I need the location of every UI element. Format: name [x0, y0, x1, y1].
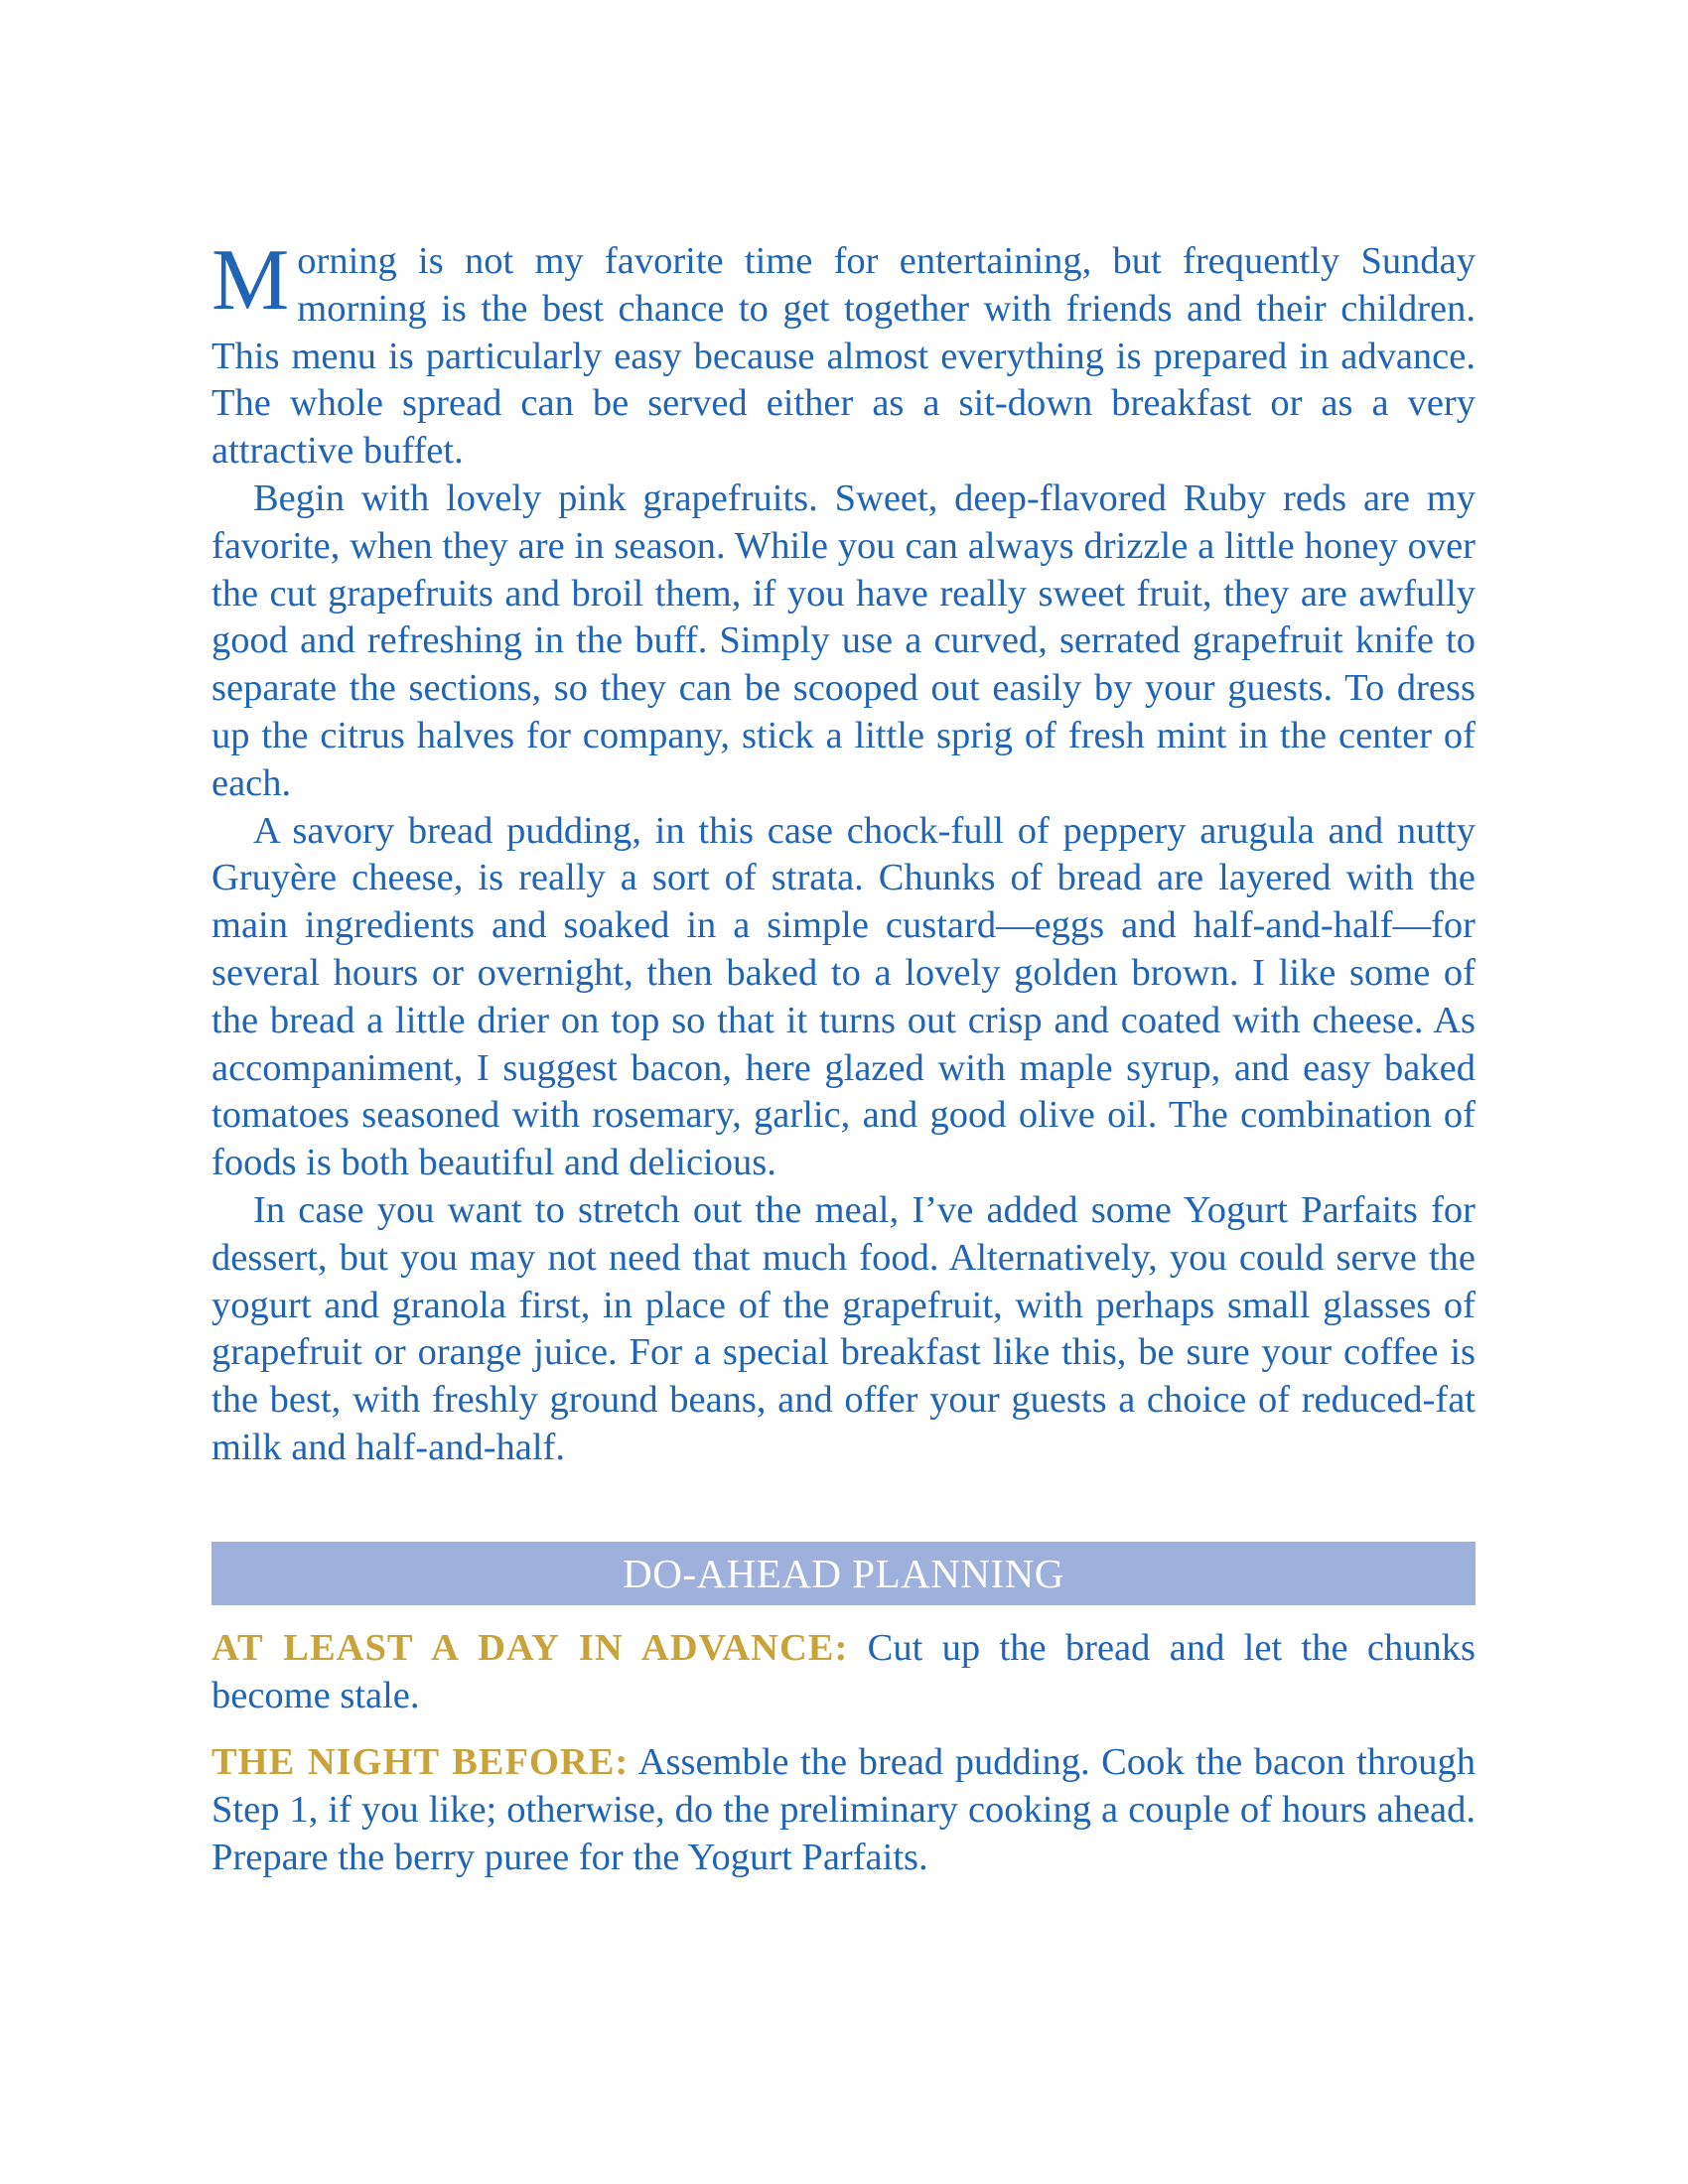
- intro-paragraph-3: A savory bread pudding, in this case chock-full of peppery arugula and nutty Gruyère cheese, is really a sort of strata. Chunks of bread are layered with the main ingredients and soaked in a simple custard—eggs and half-and-half—for several hours or overnight, then baked to a lovely golden brown. I like some of the bread a little drier on top so that it turns out crisp and coated with cheese. As accompaniment, I suggest bacon, here glazed with maple syrup, and easy baked tomatoes seasoned with rosemary, garlic, and good olive oil. The combination of foods is both beautiful and delicious.: [211, 809, 1476, 1184]
- page-content: [211, 232, 1476, 1882]
- plan-item-night-before: [211, 1739, 1476, 1881]
- plan-item-text: Cut up the bread and let the chunks become stale.: [211, 1626, 1476, 1716]
- plan-item-day-in-advance: [211, 1625, 1476, 1720]
- plan-item-label: AT LEAST A DAY IN ADVANCE:: [211, 1626, 849, 1669]
- intro-paragraph-1: [211, 232, 1476, 476]
- intro-paragraph-1-text: orning is not my favorite time for entertaining, but frequently Sunday morning is the best chance to get together with friends and their children. This menu is particularly easy because almost everything is prepared in advance. The whole spread can be served either as a sit-down breakfast or as a very attractive buffet.: [211, 240, 1476, 473]
- plan-item-label: THE NIGHT BEFORE:: [211, 1741, 630, 1784]
- plan-item-text: Assemble the bread pudding. Cook the bacon through Step 1, if you like; otherwise, do the preliminary cooking a couple of hours ahead. Prepare the berry puree for the Yogurt Parfaits.: [211, 1741, 1476, 1878]
- do-ahead-planning-heading: DO-AHEAD PLANNING: [211, 1542, 1476, 1605]
- intro-paragraph-4: In case you want to stretch out the meal, I’ve added some Yogurt Parfaits for dessert, but you may not need that much food. Alternatively, you could serve the yogurt and granola first, in place of the grapefruit, with perhaps small glasses of grapefruit or orange juice. For a special breakfast like this, be sure your coffee is the best, with freshly ground beans, and offer your guests a choice of reduced-fat milk and half-and-half.: [211, 1188, 1476, 1468]
- intro-paragraph-2: Begin with lovely pink grapefruits. Sweet, deep-flavored Ruby reds are my favorite, when they are in season. While you can always drizzle a little honey over the cut grapefruits and broil them, if you have really sweet fruit, they are awfully good and refreshing in the buff. Simply use a curved, serrated grapefruit knife to separate the sections, so they can be scooped out easily by your guests. To dress up the citrus halves for company, stick a little sprig of fresh mint in the center of each.: [211, 477, 1476, 804]
- drop-cap: M: [211, 232, 290, 329]
